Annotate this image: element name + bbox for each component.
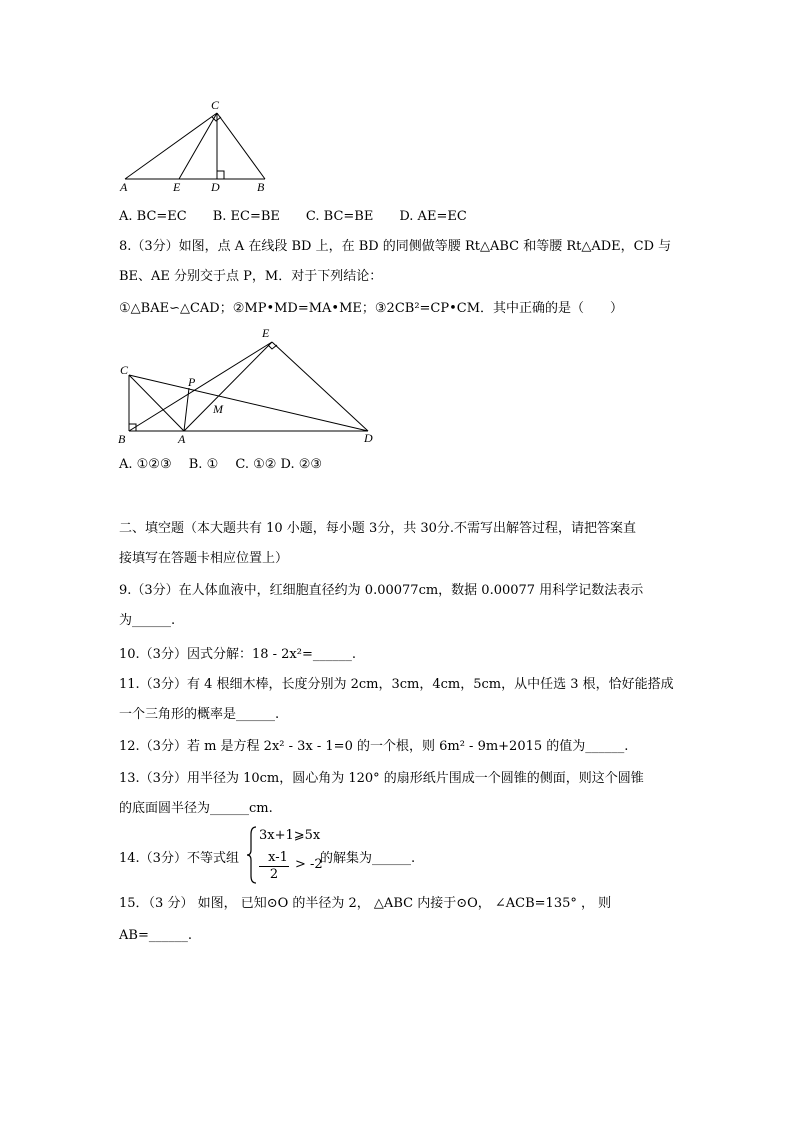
section2-heading-line2: 接填写在答题卡相应位置上）: [119, 551, 289, 566]
label-p: P: [188, 375, 196, 389]
q8-line1: 8.（3分）如图，点 A 在线段 BD 上，在 BD 的同侧做等腰 Rt△ABC 和等腰 Rt△ADE，CD 与: [119, 239, 672, 254]
q7-options: A. BC=EC B. EC=BE C. BC=BE D. AE=EC: [119, 209, 467, 224]
label-d: D: [364, 431, 373, 445]
label-e: E: [173, 180, 181, 194]
q13-line2: 的底面圆半径为______cm.: [119, 801, 273, 816]
q14-suffix: 的解集为______.: [320, 851, 416, 866]
segment-ca: [129, 375, 184, 431]
system-brace: [246, 826, 258, 884]
section2-heading-line1: 二、填空题（本大题共有 10 小题，每小题 3分，共 30分.不需写出解答过程，请把答案直: [119, 521, 637, 536]
label-b: B: [257, 180, 265, 194]
segment-ed: [272, 342, 368, 431]
q14-inequality-2-rhs: > -2: [295, 857, 323, 872]
q8-line2: BE、AE 分别交于点 P，M．对于下列结论：: [119, 269, 383, 284]
q15-line2: AB=______.: [119, 928, 192, 943]
segment-ce: [179, 113, 217, 179]
segment-cd: [129, 375, 368, 431]
q13-line1: 13.（3分）用半径为 10cm，圆心角为 120° 的扇形纸片围成一个圆锥的侧面，则这个圆锥: [119, 771, 644, 786]
q9-line2: 为______.: [119, 613, 176, 628]
label-a: A: [178, 432, 186, 446]
q14-fraction-numerator: x-1: [268, 850, 288, 865]
segment-ap: [184, 388, 189, 431]
q14-fraction-denominator: 2: [269, 867, 279, 882]
right-angle-e: [268, 345, 277, 349]
q8-options: A. ①②③ B. ① C. ①② D. ②③: [119, 457, 323, 472]
q11-line1: 11.（3分）有 4 根细木棒，长度分别为 2cm，3cm，4cm，5cm，从中任选 3 根，恰好能搭成: [119, 677, 674, 692]
label-c: C: [120, 363, 129, 377]
q12-line1: 12.（3分）若 m 是方程 2x² - 3x - 1=0 的一个根，则 6m² - 9m+2015 的值为______.: [119, 739, 629, 754]
q15-line1: 15．（3 分） 如图， 已知⊙O 的半径为 2， △ABC 内接于⊙O， ∠ACB=135° ， 则: [119, 896, 612, 911]
label-c: C: [211, 98, 220, 112]
q14-prefix: 14.（3分）不等式组: [119, 851, 239, 866]
q14-inequality-1: 3x+1⩾5x: [259, 828, 321, 843]
label-a: A: [120, 180, 128, 194]
label-d: D: [211, 180, 220, 194]
segment-be: [129, 342, 272, 431]
q11-line2: 一个三角形的概率是______.: [119, 707, 280, 722]
label-e: E: [262, 326, 270, 340]
figure-triangle-abc: [115, 95, 285, 195]
label-b: B: [118, 432, 126, 446]
segment-bc: [217, 113, 265, 179]
label-m: M: [213, 402, 223, 416]
q8-line3: ①△BAE∽△CAD；②MP•MD=MA•ME；③2CB²=CP•CM．其中正确的是（ ）: [119, 301, 624, 316]
q14-fraction: [259, 850, 297, 883]
figure-isosceles-right-triangles: [112, 325, 382, 450]
right-angle-d: [217, 171, 224, 179]
segment-ae: [184, 342, 272, 431]
q9-line1: 9.（3分）在人体血液中，红细胞直径约为 0.00077cm，数据 0.00077 用科学记数法表示: [119, 583, 644, 598]
segment-ac: [125, 113, 217, 179]
q10-line1: 10.（3分）因式分解：18 - 2x²=______.: [119, 647, 356, 662]
